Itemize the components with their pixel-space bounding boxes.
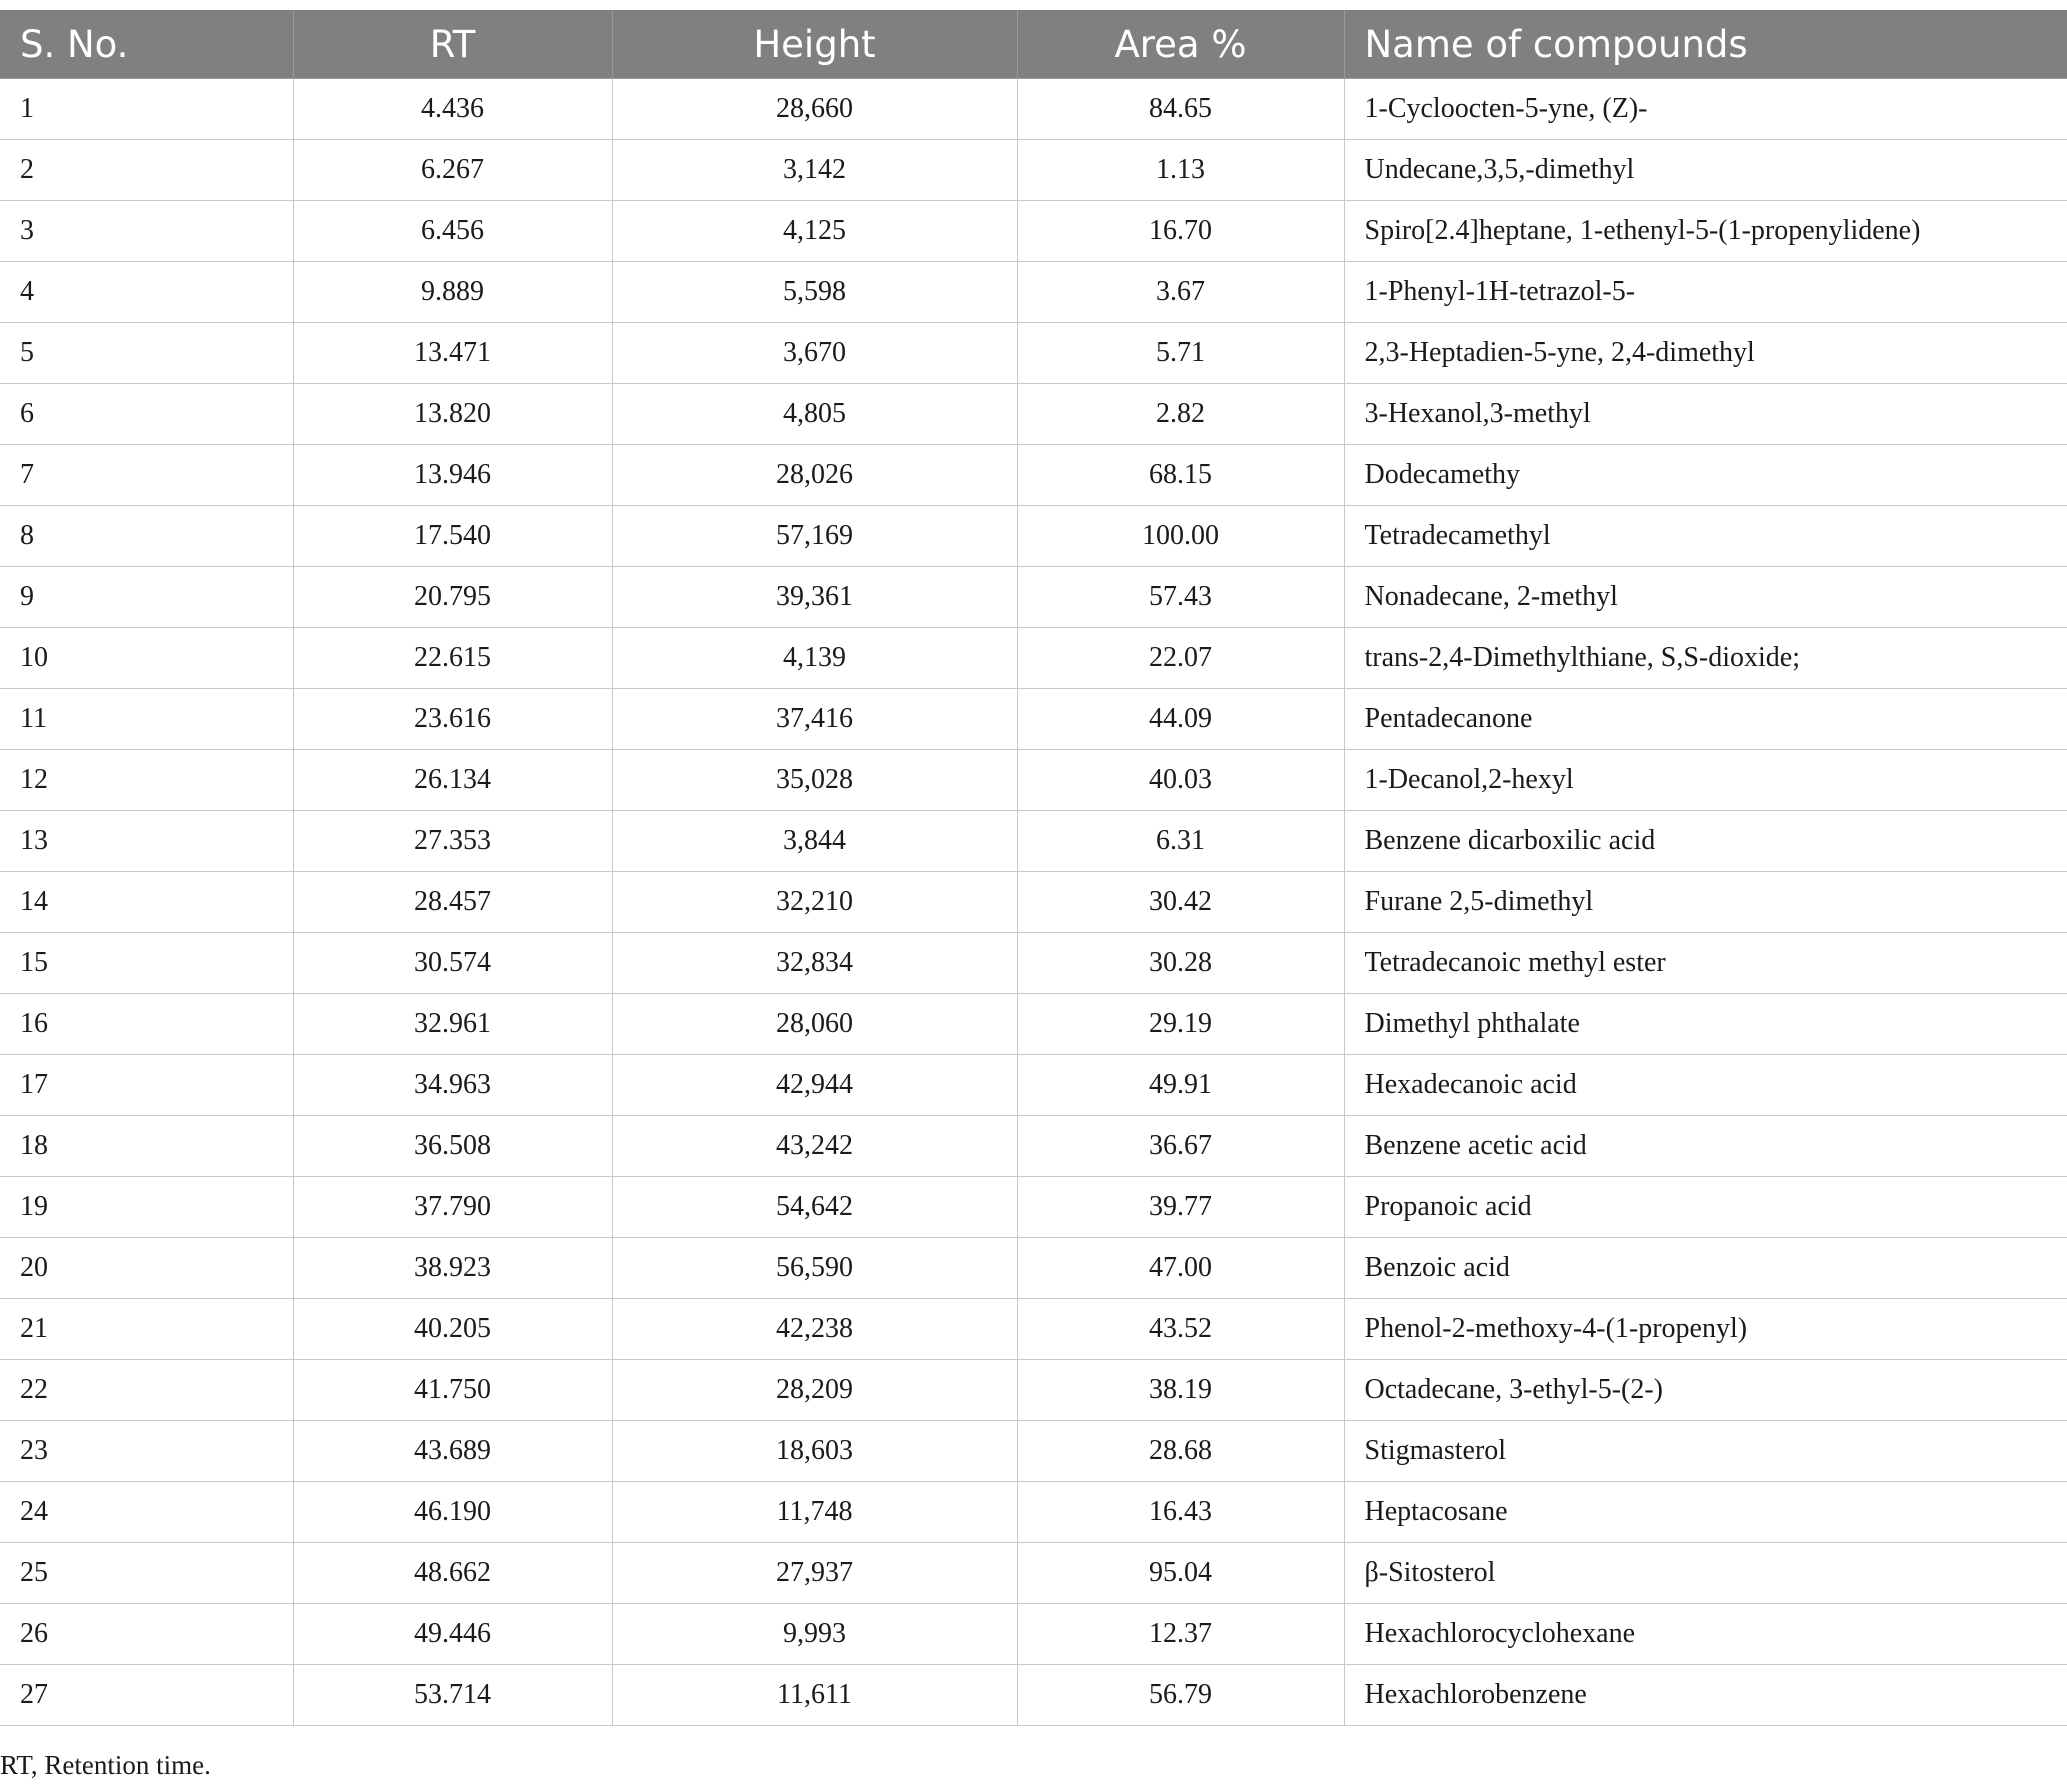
cell-rt: 20.795 — [293, 567, 612, 628]
table-row — [0, 323, 2067, 384]
table-row — [0, 567, 2067, 628]
cell-height: 11,611 — [612, 1665, 1017, 1726]
cell-height: 57,169 — [612, 506, 1017, 567]
cell-rt: 4.436 — [293, 79, 612, 140]
cell-area: 47.00 — [1017, 1238, 1344, 1299]
cell-area: 38.19 — [1017, 1360, 1344, 1421]
cell-compound-name: Tetradecamethyl — [1344, 506, 2067, 567]
cell-rt: 32.961 — [293, 994, 612, 1055]
cell-sno: 21 — [0, 1299, 293, 1360]
cell-rt: 46.190 — [293, 1482, 612, 1543]
cell-area: 5.71 — [1017, 323, 1344, 384]
cell-compound-name: 1-Phenyl-1H-tetrazol-5- — [1344, 262, 2067, 323]
cell-rt: 43.689 — [293, 1421, 612, 1482]
cell-height: 18,603 — [612, 1421, 1017, 1482]
cell-sno: 22 — [0, 1360, 293, 1421]
cell-area: 40.03 — [1017, 750, 1344, 811]
cell-height: 35,028 — [612, 750, 1017, 811]
table-footnote: RT, Retention time. — [0, 1750, 211, 1780]
cell-rt: 34.963 — [293, 1055, 612, 1116]
table-row — [0, 994, 2067, 1055]
table-row — [0, 201, 2067, 262]
cell-area: 39.77 — [1017, 1177, 1344, 1238]
cell-area: 44.09 — [1017, 689, 1344, 750]
cell-height: 42,238 — [612, 1299, 1017, 1360]
table-row — [0, 872, 2067, 933]
table-row — [0, 262, 2067, 323]
cell-height: 37,416 — [612, 689, 1017, 750]
cell-rt: 28.457 — [293, 872, 612, 933]
cell-height: 4,139 — [612, 628, 1017, 689]
cell-rt: 38.923 — [293, 1238, 612, 1299]
cell-height: 56,590 — [612, 1238, 1017, 1299]
cell-area: 30.42 — [1017, 872, 1344, 933]
table-row — [0, 1360, 2067, 1421]
cell-height: 32,834 — [612, 933, 1017, 994]
cell-height: 32,210 — [612, 872, 1017, 933]
cell-compound-name: Hexadecanoic acid — [1344, 1055, 2067, 1116]
cell-area: 6.31 — [1017, 811, 1344, 872]
cell-rt: 17.540 — [293, 506, 612, 567]
cell-rt: 6.456 — [293, 201, 612, 262]
cell-area: 36.67 — [1017, 1116, 1344, 1177]
table-row — [0, 1116, 2067, 1177]
table-body — [0, 79, 2067, 1726]
cell-sno: 7 — [0, 445, 293, 506]
table-row — [0, 1177, 2067, 1238]
cell-sno: 10 — [0, 628, 293, 689]
cell-sno: 8 — [0, 506, 293, 567]
cell-height: 3,670 — [612, 323, 1017, 384]
table-header-row — [0, 10, 2067, 79]
cell-rt: 6.267 — [293, 140, 612, 201]
table-row — [0, 933, 2067, 994]
table-row — [0, 506, 2067, 567]
cell-compound-name: 1-Decanol,2-hexyl — [1344, 750, 2067, 811]
cell-rt: 48.662 — [293, 1543, 612, 1604]
cell-height: 4,125 — [612, 201, 1017, 262]
cell-height: 28,060 — [612, 994, 1017, 1055]
cell-height: 3,142 — [612, 140, 1017, 201]
cell-compound-name: 2,3-Heptadien-5-yne, 2,4-dimethyl — [1344, 323, 2067, 384]
table-row — [0, 628, 2067, 689]
cell-sno: 11 — [0, 689, 293, 750]
cell-compound-name: 1-Cycloocten-5-yne, (Z)- — [1344, 79, 2067, 140]
cell-sno: 26 — [0, 1604, 293, 1665]
cell-sno: 6 — [0, 384, 293, 445]
cell-compound-name: Benzene dicarboxilic acid — [1344, 811, 2067, 872]
cell-rt: 23.616 — [293, 689, 612, 750]
cell-rt: 36.508 — [293, 1116, 612, 1177]
cell-area: 29.19 — [1017, 994, 1344, 1055]
cell-sno: 4 — [0, 262, 293, 323]
cell-height: 5,598 — [612, 262, 1017, 323]
table-row — [0, 384, 2067, 445]
cell-sno: 12 — [0, 750, 293, 811]
table-row — [0, 1543, 2067, 1604]
cell-height: 39,361 — [612, 567, 1017, 628]
cell-compound-name: Dimethyl phthalate — [1344, 994, 2067, 1055]
cell-area: 57.43 — [1017, 567, 1344, 628]
cell-area: 16.70 — [1017, 201, 1344, 262]
table-row — [0, 1604, 2067, 1665]
cell-height: 9,993 — [612, 1604, 1017, 1665]
cell-compound-name: Nonadecane, 2-methyl — [1344, 567, 2067, 628]
table-row — [0, 1299, 2067, 1360]
cell-rt: 40.205 — [293, 1299, 612, 1360]
header-area: Area % — [1017, 10, 1344, 79]
cell-area: 43.52 — [1017, 1299, 1344, 1360]
cell-compound-name: Phenol-2-methoxy-4-(1-propenyl) — [1344, 1299, 2067, 1360]
cell-rt: 37.790 — [293, 1177, 612, 1238]
cell-rt: 41.750 — [293, 1360, 612, 1421]
cell-compound-name: Benzene acetic acid — [1344, 1116, 2067, 1177]
cell-rt: 13.946 — [293, 445, 612, 506]
cell-sno: 18 — [0, 1116, 293, 1177]
cell-area: 95.04 — [1017, 1543, 1344, 1604]
cell-rt: 13.820 — [293, 384, 612, 445]
cell-sno: 27 — [0, 1665, 293, 1726]
cell-sno: 16 — [0, 994, 293, 1055]
cell-rt: 27.353 — [293, 811, 612, 872]
cell-rt: 49.446 — [293, 1604, 612, 1665]
cell-height: 11,748 — [612, 1482, 1017, 1543]
cell-compound-name: Dodecamethy — [1344, 445, 2067, 506]
table-row — [0, 445, 2067, 506]
cell-compound-name: Benzoic acid — [1344, 1238, 2067, 1299]
cell-height: 3,844 — [612, 811, 1017, 872]
cell-height: 42,944 — [612, 1055, 1017, 1116]
cell-sno: 1 — [0, 79, 293, 140]
cell-area: 49.91 — [1017, 1055, 1344, 1116]
cell-sno: 15 — [0, 933, 293, 994]
table-row — [0, 1238, 2067, 1299]
cell-compound-name: Tetradecanoic methyl ester — [1344, 933, 2067, 994]
cell-compound-name: trans-2,4-Dimethylthiane, S,S-dioxide; — [1344, 628, 2067, 689]
cell-sno: 20 — [0, 1238, 293, 1299]
cell-height: 28,026 — [612, 445, 1017, 506]
table-row — [0, 79, 2067, 140]
cell-compound-name: Undecane,3,5,-dimethyl — [1344, 140, 2067, 201]
cell-rt: 30.574 — [293, 933, 612, 994]
cell-compound-name: Heptacosane — [1344, 1482, 2067, 1543]
header-compound-name: Name of compounds — [1344, 10, 2067, 79]
cell-rt: 13.471 — [293, 323, 612, 384]
cell-area: 56.79 — [1017, 1665, 1344, 1726]
cell-compound-name: Octadecane, 3-ethyl-5-(2-) — [1344, 1360, 2067, 1421]
cell-height: 27,937 — [612, 1543, 1017, 1604]
cell-area: 2.82 — [1017, 384, 1344, 445]
cell-area: 84.65 — [1017, 79, 1344, 140]
cell-compound-name: Spiro[2.4]heptane, 1-ethenyl-5-(1-propenylidene) — [1344, 201, 2067, 262]
cell-area: 16.43 — [1017, 1482, 1344, 1543]
table-row — [0, 750, 2067, 811]
cell-sno: 19 — [0, 1177, 293, 1238]
cell-rt: 26.134 — [293, 750, 612, 811]
table-row — [0, 811, 2067, 872]
compounds-table — [0, 10, 2067, 1726]
cell-sno: 9 — [0, 567, 293, 628]
table-row — [0, 1482, 2067, 1543]
cell-sno: 23 — [0, 1421, 293, 1482]
cell-sno: 13 — [0, 811, 293, 872]
cell-area: 28.68 — [1017, 1421, 1344, 1482]
header-height: Height — [612, 10, 1017, 79]
cell-height: 28,209 — [612, 1360, 1017, 1421]
cell-compound-name: β-Sitosterol — [1344, 1543, 2067, 1604]
table-row — [0, 140, 2067, 201]
cell-sno: 17 — [0, 1055, 293, 1116]
cell-compound-name: Pentadecanone — [1344, 689, 2067, 750]
cell-rt: 22.615 — [293, 628, 612, 689]
cell-sno: 14 — [0, 872, 293, 933]
cell-height: 54,642 — [612, 1177, 1017, 1238]
table-row — [0, 1665, 2067, 1726]
cell-rt: 9.889 — [293, 262, 612, 323]
cell-sno: 5 — [0, 323, 293, 384]
cell-area: 68.15 — [1017, 445, 1344, 506]
cell-sno: 25 — [0, 1543, 293, 1604]
cell-sno: 24 — [0, 1482, 293, 1543]
cell-compound-name: Hexachlorobenzene — [1344, 1665, 2067, 1726]
cell-area: 1.13 — [1017, 140, 1344, 201]
header-sno: S. No. — [0, 10, 293, 79]
cell-compound-name: Stigmasterol — [1344, 1421, 2067, 1482]
cell-height: 4,805 — [612, 384, 1017, 445]
header-rt: RT — [293, 10, 612, 79]
compounds-table-container — [0, 10, 2067, 1726]
cell-compound-name: Hexachlorocyclohexane — [1344, 1604, 2067, 1665]
cell-sno: 2 — [0, 140, 293, 201]
cell-area: 22.07 — [1017, 628, 1344, 689]
cell-height: 28,660 — [612, 79, 1017, 140]
cell-compound-name: Furane 2,5-dimethyl — [1344, 872, 2067, 933]
cell-area: 3.67 — [1017, 262, 1344, 323]
cell-area: 12.37 — [1017, 1604, 1344, 1665]
table-row — [0, 1055, 2067, 1116]
table-row — [0, 1421, 2067, 1482]
table-row — [0, 689, 2067, 750]
cell-sno: 3 — [0, 201, 293, 262]
cell-compound-name: 3-Hexanol,3-methyl — [1344, 384, 2067, 445]
cell-area: 100.00 — [1017, 506, 1344, 567]
cell-area: 30.28 — [1017, 933, 1344, 994]
cell-compound-name: Propanoic acid — [1344, 1177, 2067, 1238]
cell-height: 43,242 — [612, 1116, 1017, 1177]
cell-rt: 53.714 — [293, 1665, 612, 1726]
